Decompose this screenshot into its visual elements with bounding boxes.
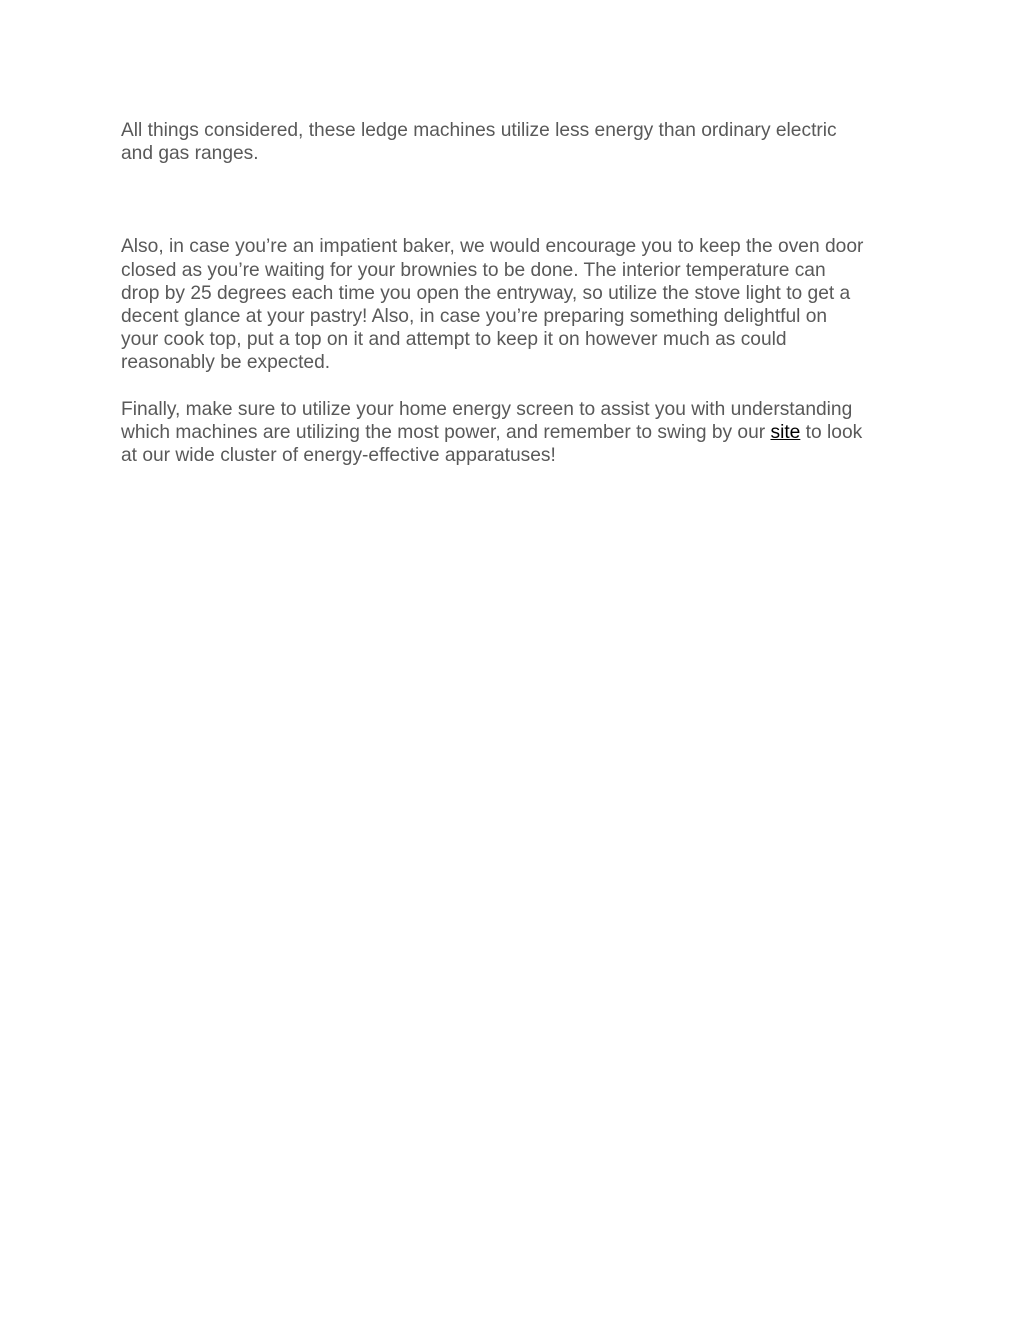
- document-body: [121, 119, 911, 467]
- paragraph-energy-monitor-text-end: to look at our wide cluster of energy-effective apparatuses!: [121, 421, 863, 467]
- site-link[interactable]: site: [770, 421, 801, 443]
- paragraph-oven-tips: Also, in case you’re an impatient baker, we would encourage you to keep the oven door closed as you’re waiting for your brownies to be done. The interior temperature can drop by 25 degrees each time you open the entryway, so utilize the stove light to get a decent glance at your pastry! Also, in case you’re preparing something delightful on your cook top, put a top on it and attempt to keep it on however much as could reasonably be expected.: [121, 236, 864, 374]
- paragraph-energy-usage: All things considered, these ledge machines utilize less energy than ordinary electric and gas ranges.: [121, 120, 837, 165]
- paragraph-energy-monitor-text-start: Finally, make sure to utilize your home energy screen to assist you with understanding which machines are utilizing the most power, and remember to swing by our: [121, 398, 853, 443]
- paragraph-energy-monitor: [121, 398, 911, 468]
